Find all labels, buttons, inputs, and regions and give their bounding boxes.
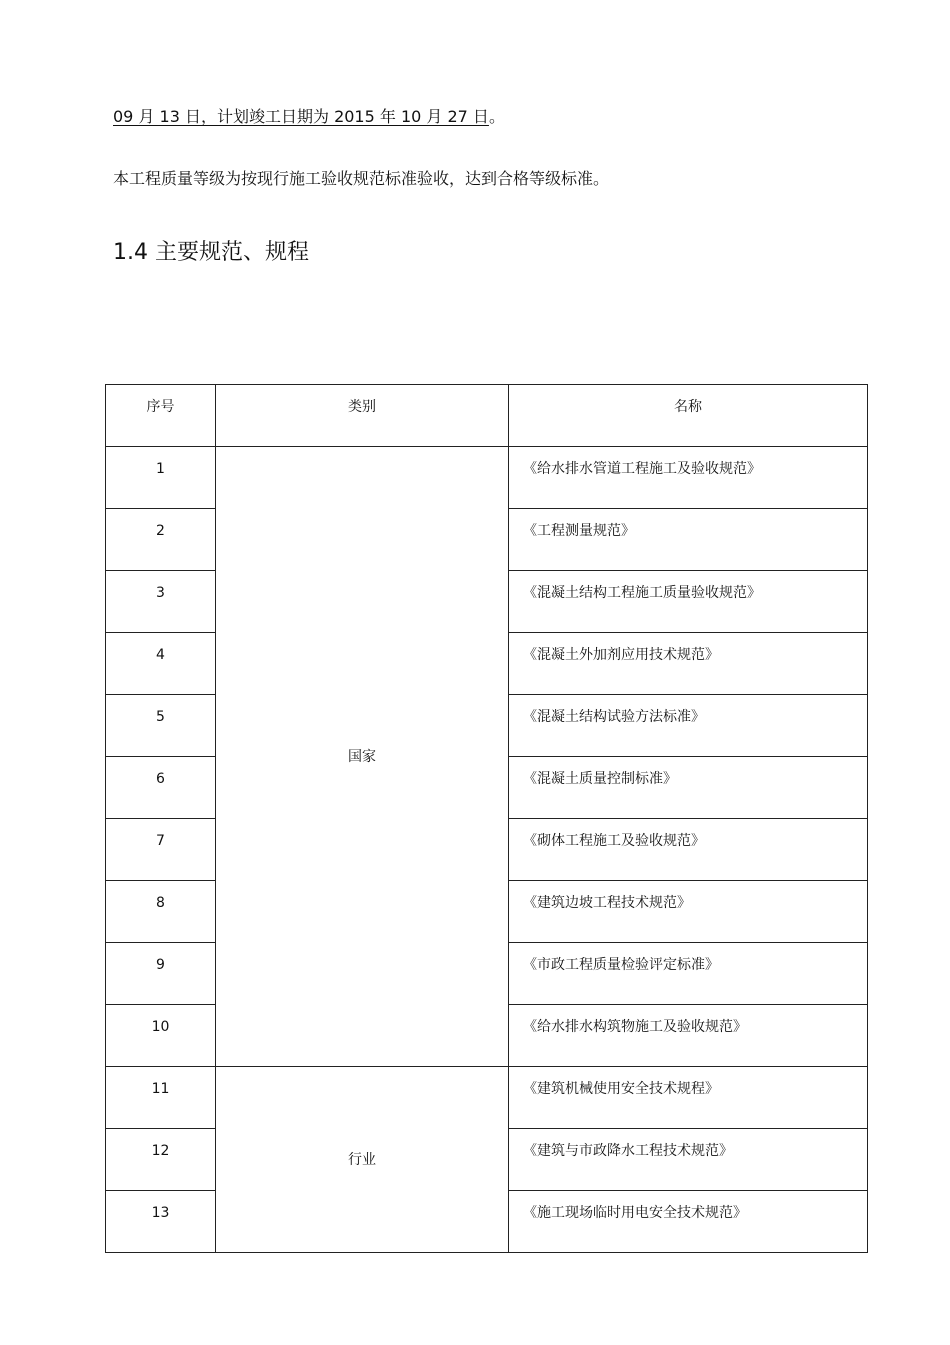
row-name: 《混凝土结构试验方法标准》 bbox=[509, 695, 868, 757]
row-name: 《市政工程质量检验评定标准》 bbox=[509, 943, 868, 1005]
row-index: 3 bbox=[106, 571, 216, 633]
header-category: 类别 bbox=[216, 385, 509, 447]
row-name: 《施工现场临时用电安全技术规范》 bbox=[509, 1191, 868, 1253]
completion-date-line bbox=[113, 106, 505, 128]
row-index: 13 bbox=[106, 1191, 216, 1253]
category-industry: 行业 bbox=[216, 1067, 509, 1253]
table-row bbox=[106, 1067, 868, 1129]
row-index: 1 bbox=[106, 447, 216, 509]
row-name: 《混凝土外加剂应用技术规范》 bbox=[509, 633, 868, 695]
row-index: 6 bbox=[106, 757, 216, 819]
table-row bbox=[106, 447, 868, 509]
row-name: 《给水排水构筑物施工及验收规范》 bbox=[509, 1005, 868, 1067]
row-name: 《建筑机械使用安全技术规程》 bbox=[509, 1067, 868, 1129]
completion-date-text: 09 月 13 日，计划竣工日期为 2015 年 10 月 27 日 bbox=[113, 107, 489, 126]
row-name: 《工程测量规范》 bbox=[509, 509, 868, 571]
row-name: 《建筑与市政降水工程技术规范》 bbox=[509, 1129, 868, 1191]
completion-date-period: 。 bbox=[488, 107, 505, 126]
row-index: 10 bbox=[106, 1005, 216, 1067]
row-name: 《砌体工程施工及验收规范》 bbox=[509, 819, 868, 881]
row-index: 5 bbox=[106, 695, 216, 757]
quality-grade-line: 本工程质量等级为按现行施工验收规范标准验收，达到合格等级标准。 bbox=[113, 169, 610, 188]
category-national: 国家 bbox=[216, 447, 509, 1067]
row-index: 4 bbox=[106, 633, 216, 695]
row-index: 2 bbox=[106, 509, 216, 571]
table-header-row bbox=[106, 385, 868, 447]
row-index: 7 bbox=[106, 819, 216, 881]
row-name: 《混凝土结构工程施工质量验收规范》 bbox=[509, 571, 868, 633]
section-heading: 1.4 主要规范、规程 bbox=[113, 240, 309, 265]
row-name: 《混凝土质量控制标准》 bbox=[509, 757, 868, 819]
header-index: 序号 bbox=[106, 385, 216, 447]
row-index: 9 bbox=[106, 943, 216, 1005]
row-index: 8 bbox=[106, 881, 216, 943]
row-index: 11 bbox=[106, 1067, 216, 1129]
standards-table bbox=[105, 384, 868, 1253]
header-name: 名称 bbox=[509, 385, 868, 447]
row-name: 《给水排水管道工程施工及验收规范》 bbox=[509, 447, 868, 509]
row-index: 12 bbox=[106, 1129, 216, 1191]
row-name: 《建筑边坡工程技术规范》 bbox=[509, 881, 868, 943]
